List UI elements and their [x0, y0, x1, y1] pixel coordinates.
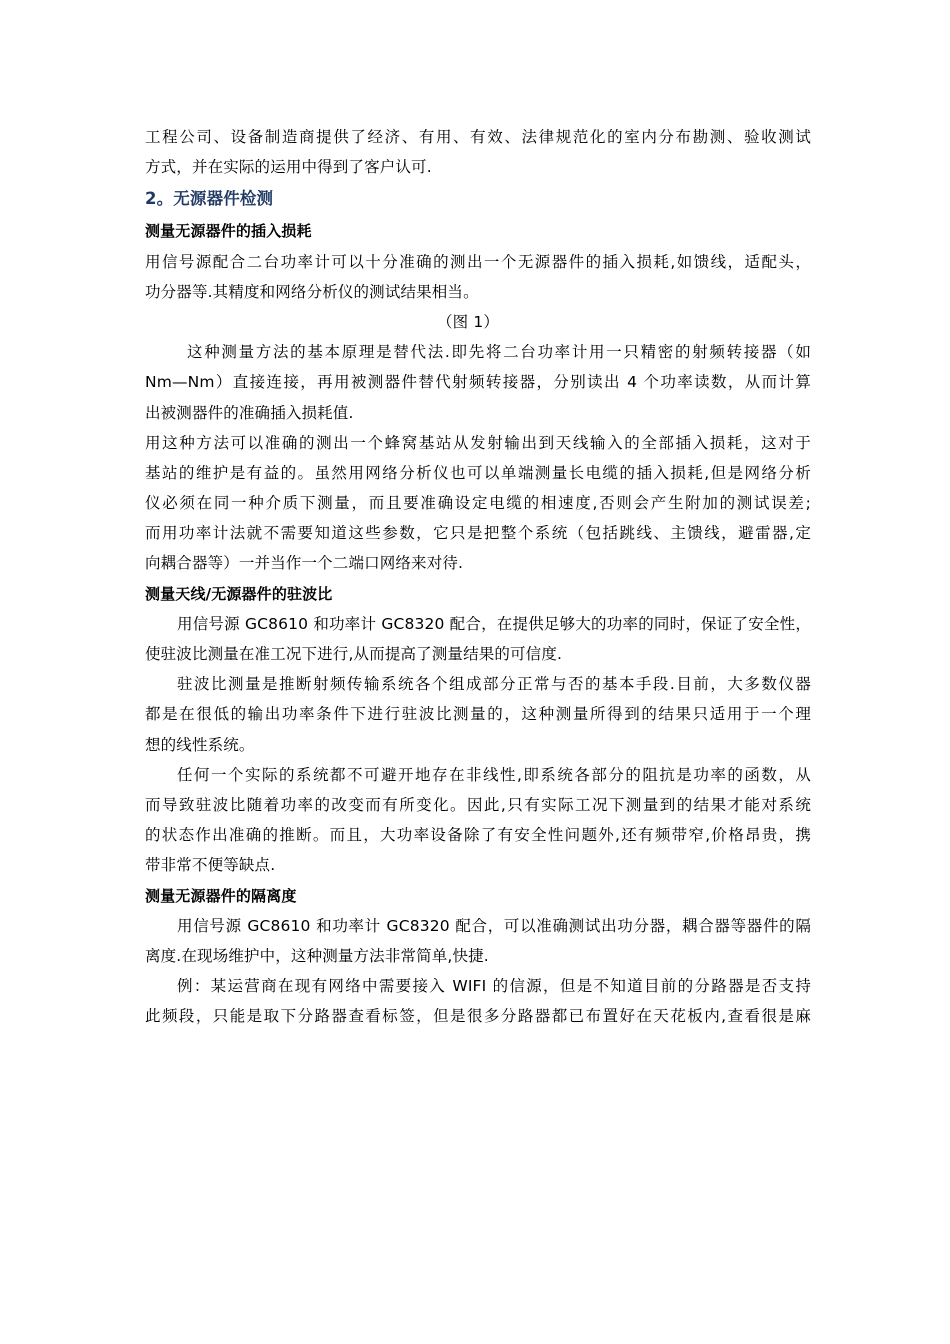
paragraph-line: 想的线性系统。: [145, 735, 255, 754]
paragraph-line: 方式，并在实际的运用中得到了客户认可.: [145, 158, 432, 177]
paragraph-line: 用信号源配合二台功率计可以十分准确的测出一个无源器件的插入损耗,如馈线，适配头，: [145, 252, 811, 271]
paragraph-line: 使驻波比测量在准工况下进行,从而提高了测量结果的可信度.: [145, 645, 563, 663]
paragraph-line: 向耦合器等）一并当作一个二端口网络来对待.: [145, 554, 464, 573]
paragraph-line: 驻波比测量是推断射频传输系统各个组成部分正常与否的基本手段.目前，大多数仪器: [177, 675, 811, 694]
paragraph-line: 出被测器件的准确插入损耗值.: [145, 403, 354, 422]
paragraph-line: 而用功率计法就不需要知道这些参数，它只是把整个系统（包括跳线、主馈线，避雷器,定: [145, 524, 811, 543]
section-heading: 2。无源器件检测: [145, 189, 274, 209]
paragraph-line: 功分器等.其精度和网络分析仪的测试结果相当。: [145, 282, 479, 301]
paragraph-line: Nm—Nm）直接连接，再用被测器件替代射频转接器，分别读出 4 个功率读数，从而计算: [145, 373, 811, 392]
paragraph-line: 而导致驻波比随着功率的改变而有所变化。因此,只有实际工况下测量到的结果才能对系统: [145, 795, 811, 814]
subsection-heading: 测量天线/无源器件的驻波比: [145, 584, 333, 603]
subsection-heading: 测量无源器件的插入损耗: [145, 222, 312, 241]
paragraph-line: 的状态作出准确的推断。而且，大功率设备除了有安全性问题外,还有频带窄,价格昂贵，携: [145, 826, 811, 845]
paragraph-line: 用信号源 GC8610 和功率计 GC8320 配合，可以准确测试出功分器，耦合器等器件的隔: [177, 916, 811, 935]
paragraph-line: 基站的维护是有益的。虽然用网络分析仪也可以单端测量长电缆的插入损耗,但是网络分析: [145, 463, 811, 482]
paragraph-line: 用信号源 GC8610 和功率计 GC8320 配合，在提供足够大的功率的同时，保证了安全性，: [177, 614, 811, 633]
paragraph-line: 仪必须在同一种介质下测量，而且要准确设定电缆的相速度,否则会产生附加的测试误差;: [145, 494, 811, 513]
paragraph-line: 带非常不便等缺点.: [145, 856, 276, 875]
paragraph-line: 工程公司、设备制造商提供了经济、有用、有效、法律规范化的室内分布勘测、验收测试: [145, 128, 811, 146]
paragraph-line: 用这种方法可以准确的测出一个蜂窝基站从发射输出到天线输入的全部插入损耗，这对于: [145, 433, 811, 452]
paragraph-line: 都是在很低的输出功率条件下进行驻波比测量的，这种测量所得到的结果只适用于一个理: [145, 705, 811, 724]
subsection-heading: 测量无源器件的隔离度: [145, 886, 297, 905]
paragraph-line: 此频段，只能是取下分路器查看标签，但是很多分路器都已布置好在天花板内,查看很是麻: [145, 1007, 811, 1026]
document-body: [145, 122, 811, 1031]
paragraph-line: 例：某运营商在现有网络中需要接入 WIFI 的信源，但是不知道目前的分路器是否支持: [177, 977, 811, 996]
paragraph-line: 任何一个实际的系统都不可避开地存在非线性,即系统各部分的阻抗是功率的函数，从: [177, 765, 811, 784]
paragraph-line: 这种测量方法的基本原理是替代法.即先将二台功率计用一只精密的射频转接器（如: [187, 343, 811, 362]
paragraph-line: 离度.在现场维护中，这种测量方法非常简单,快捷.: [145, 946, 489, 965]
figure-caption: （图 1）: [436, 312, 500, 331]
